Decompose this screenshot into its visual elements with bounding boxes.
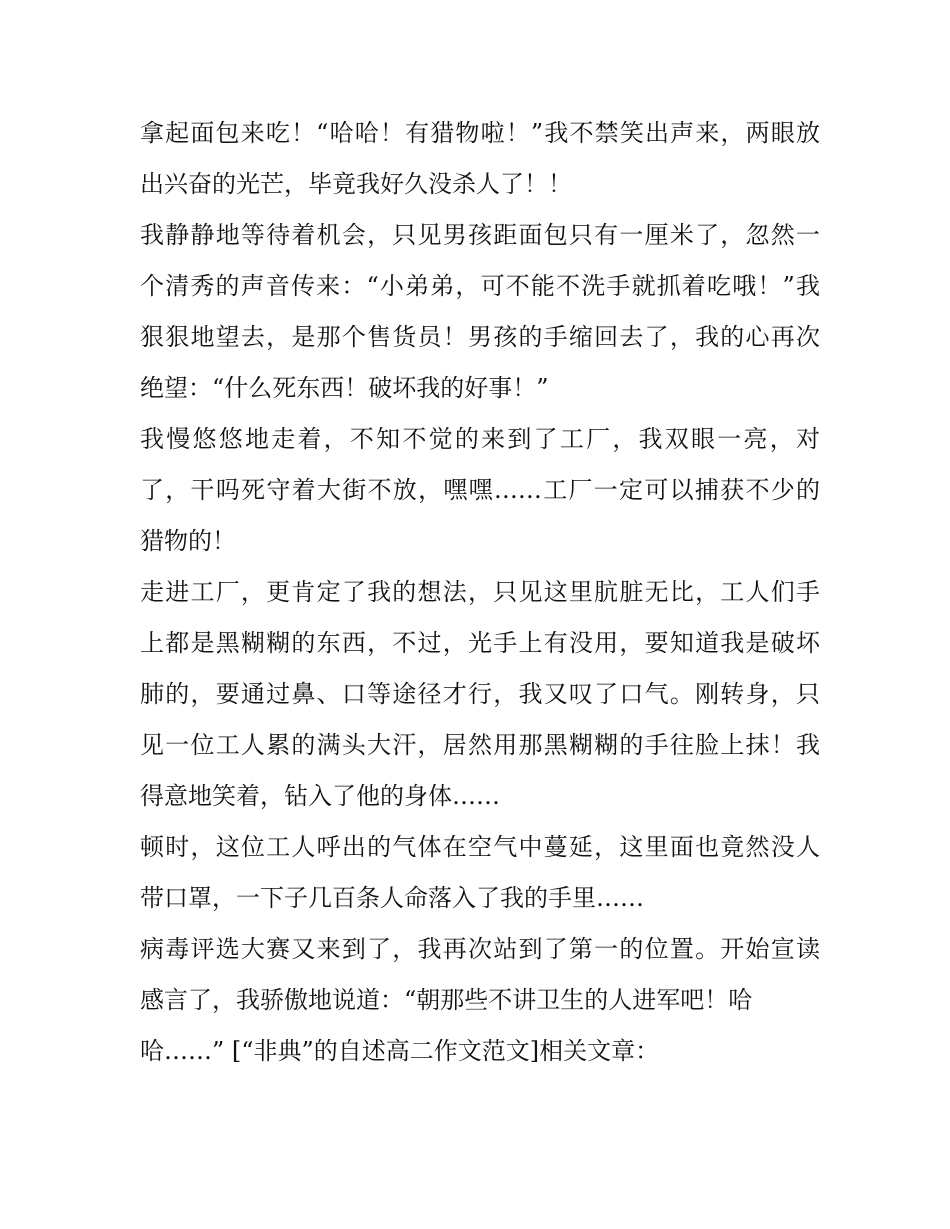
- text-line: 个清秀的声音传来：“小弟弟，可不能不洗手就抓着吃哦！”我: [140, 272, 820, 300]
- text-line: 绝望：“什么死东西！破坏我的好事！”: [140, 374, 549, 402]
- text-line: 我慢悠悠地走着，不知不觉的来到了工厂，我双眼一亮，对: [140, 425, 820, 453]
- text-line: 狠狠地望去，是那个售货员！男孩的手缩回去了，我的心再次: [140, 323, 820, 351]
- text-line: 了，干吗死守着大街不放，嘿嘿……工厂一定可以捕获不少的: [140, 476, 820, 504]
- text-line: 哈……” [“非典”的自述高二作文范文]相关文章：: [140, 1037, 660, 1065]
- essay-body: [140, 108, 820, 1077]
- text-line: 我静静地等待着机会，只见男孩距面包只有一厘米了，忽然一: [140, 221, 820, 249]
- paragraph-5: [140, 822, 820, 924]
- paragraph-3: [140, 414, 820, 567]
- text-line: 肺的，要通过鼻、口等途径才行，我又叹了口气。刚转身，只: [140, 680, 820, 708]
- text-line: 拿起面包来吃！“哈哈！有猎物啦！”我不禁笑出声来，两眼放: [140, 119, 820, 147]
- paragraph-4: [140, 567, 820, 822]
- text-line: 上都是黑糊糊的东西，不过，光手上有没用，要知道我是破坏: [140, 629, 820, 657]
- text-line: 病毒评选大赛又来到了，我再次站到了第一的位置。开始宣读: [140, 935, 820, 963]
- text-line: 带口罩，一下子几百条人命落入了我的手里……: [140, 884, 644, 912]
- paragraph-6: [140, 924, 820, 1077]
- paragraph-1: [140, 108, 820, 210]
- text-line: 感言了，我骄傲地说道：“朝那些不讲卫生的人进军吧！哈: [140, 986, 753, 1014]
- text-line: 出兴奋的光芒，毕竟我好久没杀人了！！: [140, 170, 572, 198]
- text-line: 猎物的！: [140, 527, 236, 555]
- text-line: 得意地笑着，钻入了他的身体……: [140, 782, 500, 810]
- text-line: 顿时，这位工人呼出的气体在空气中蔓延，这里面也竟然没人: [140, 833, 820, 861]
- text-line: 走进工厂，更肯定了我的想法，只见这里肮脏无比，工人们手: [140, 578, 820, 606]
- paragraph-2: [140, 210, 820, 414]
- text-line: 见一位工人累的满头大汗，居然用那黑糊糊的手往脸上抹！我: [140, 731, 820, 759]
